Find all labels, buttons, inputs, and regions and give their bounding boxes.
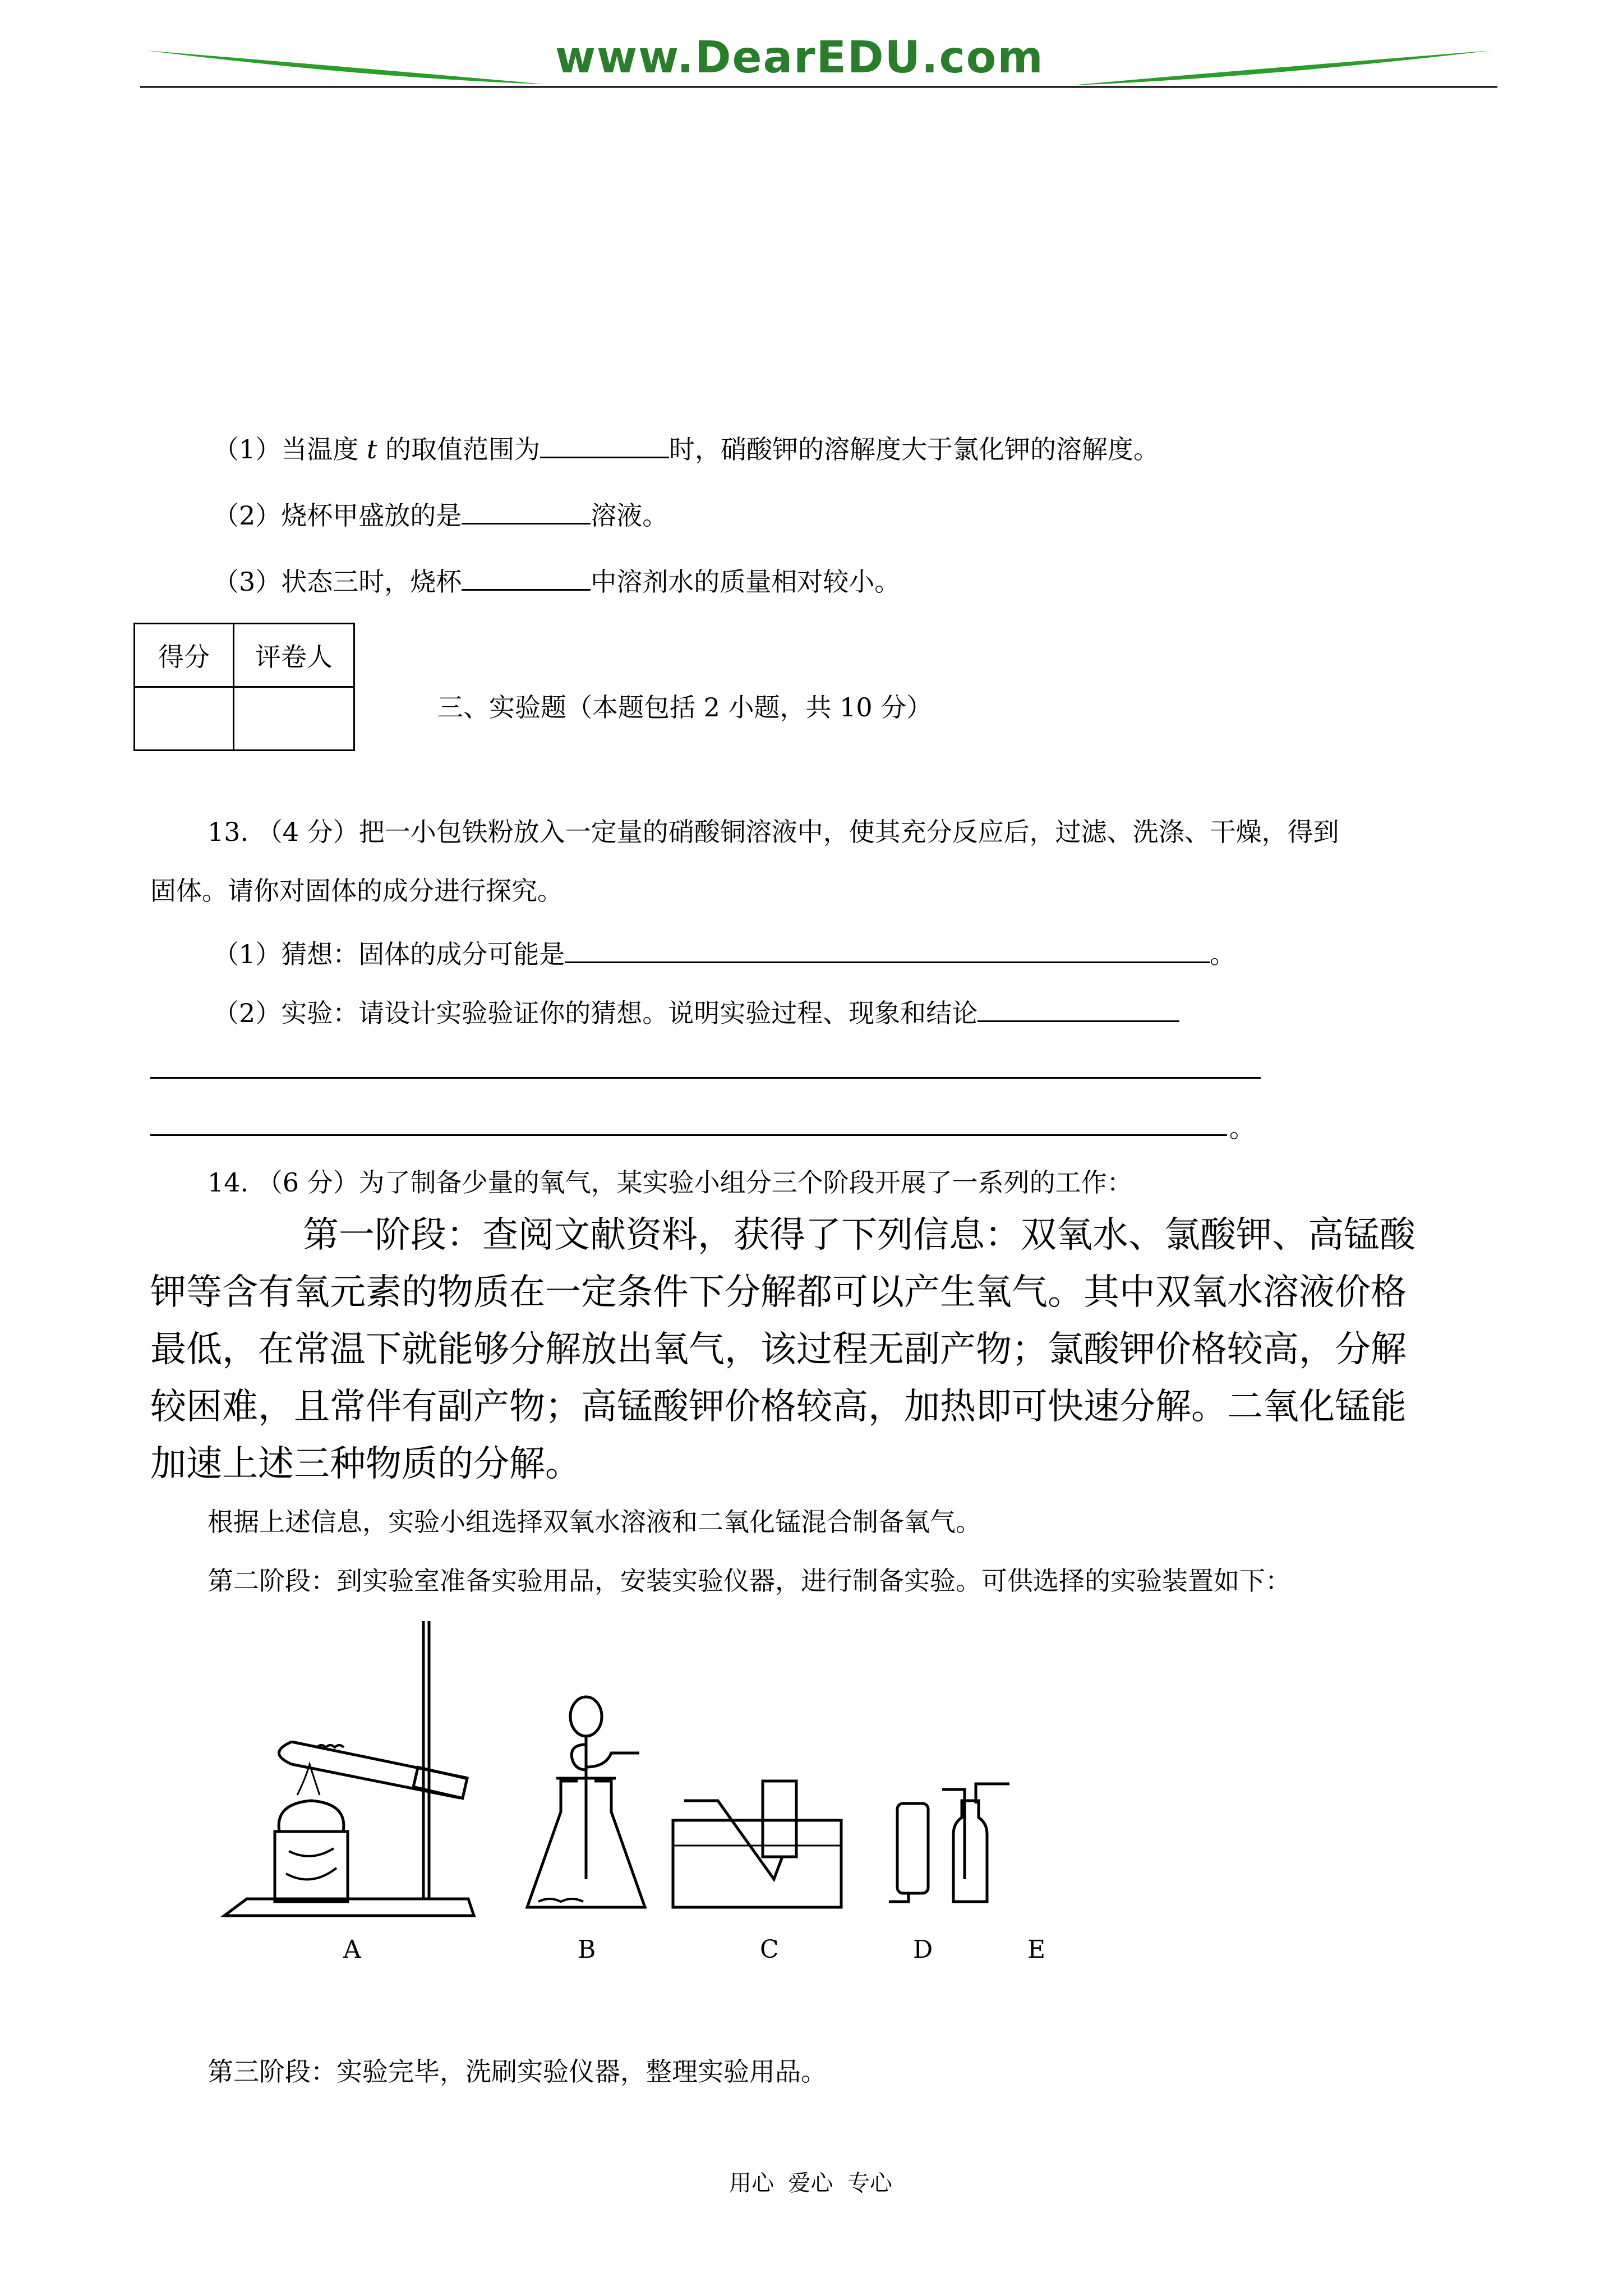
apparatus-label-c: C <box>760 1935 779 1964</box>
answer-line[interactable] <box>150 1134 1227 1136</box>
section-title: 三、实验题（本题包括 2 小题，共 10 分） <box>437 692 933 723</box>
apparatus-e-wash-bottle <box>942 1784 1009 1902</box>
stage1-line5: 加速上述三种物质的分解。 <box>150 1443 581 1485</box>
grader-cell[interactable] <box>234 687 354 751</box>
site-logo-text: www.DearEDU.com <box>555 33 1044 83</box>
score-cell[interactable] <box>135 687 234 751</box>
apparatus-label-b: B <box>578 1935 596 1964</box>
apparatus-label-d: D <box>913 1935 933 1964</box>
page-footer: 用心 爱心 专心 <box>729 2170 892 2196</box>
answer-blank[interactable] <box>540 432 669 458</box>
stage1-line3: 最低，在常温下就能够分解放出氧气，该过程无副产物；氯酸钾价格较高，分解 <box>150 1329 1407 1370</box>
q12-part3: （3）状态三时，烧杯 中溶剂水的质量相对较小。 <box>213 564 900 595</box>
apparatus-label-a: A <box>343 1935 361 1964</box>
q13-part2: （2）实验：请设计实验验证你的猜想。说明实验过程、现象和结论 <box>213 996 1179 1026</box>
q14-intro: 14. （6 分）为了制备少量的氧气，某实验小组分三个阶段开展了一系列的工作： <box>208 1167 1133 1198</box>
stage1-line4: 较困难，且常伴有副产物；高锰酸钾价格较高，加热即可快速分解。二氧化锰能 <box>150 1386 1407 1428</box>
answer-blank[interactable] <box>462 498 591 524</box>
q13-part1: （1）猜想：固体的成分可能是 。 <box>213 937 1235 967</box>
apparatus-c-water-trough <box>673 1781 841 1907</box>
q14-choice: 根据上述信息，实验小组选择双氧水溶液和二氧化锰混合制备氧气。 <box>208 1507 981 1537</box>
apparatus-a-heating-setup <box>224 1621 474 1916</box>
stage1-line2: 钾等含有氧元素的物质在一定条件下分解都可以产生氧气。其中双氧水溶液价格 <box>150 1272 1407 1313</box>
q13-end-mark: 。 <box>1229 1113 1255 1143</box>
q13-stem-line2: 固体。请你对固体的成分进行探究。 <box>150 876 563 906</box>
answer-blank[interactable] <box>462 564 591 591</box>
score-header: 得分 <box>135 624 234 687</box>
q13-stem-line1: 13. （4 分）把一小包铁粉放入一定量的硝酸铜溶液中，使其充分反应后，过滤、洗涤、干燥，得到 <box>208 817 1339 847</box>
apparatus-d-gas-bottle <box>889 1803 928 1902</box>
q12-part2: （2）烧杯甲盛放的是 溶液。 <box>213 498 668 528</box>
answer-blank[interactable] <box>978 996 1179 1022</box>
apparatus-b-flask-funnel <box>527 1697 645 1907</box>
answer-blank[interactable] <box>565 937 1210 963</box>
score-table <box>133 623 355 751</box>
apparatus-label-e: E <box>1027 1935 1046 1964</box>
stage1-line1: 第一阶段：查阅文献资料，获得了下列信息：双氧水、氯酸钾、高锰酸 <box>303 1214 1415 1256</box>
answer-line[interactable] <box>150 1077 1261 1079</box>
q14-stage3: 第三阶段：实验完毕，洗刷实验仪器，整理实验用品。 <box>208 2056 827 2087</box>
q14-stage2: 第二阶段：到实验室准备实验用品，安装实验仪器，进行制备实验。可供选择的实验装置如下： <box>208 1566 1291 1596</box>
apparatus-figure <box>213 1610 1110 1924</box>
grader-header: 评卷人 <box>234 624 354 687</box>
q12-part1: （1）当温度 t 的取值范围为 时，硝酸钾的溶解度大于氯化钾的溶解度。 <box>213 432 1159 462</box>
